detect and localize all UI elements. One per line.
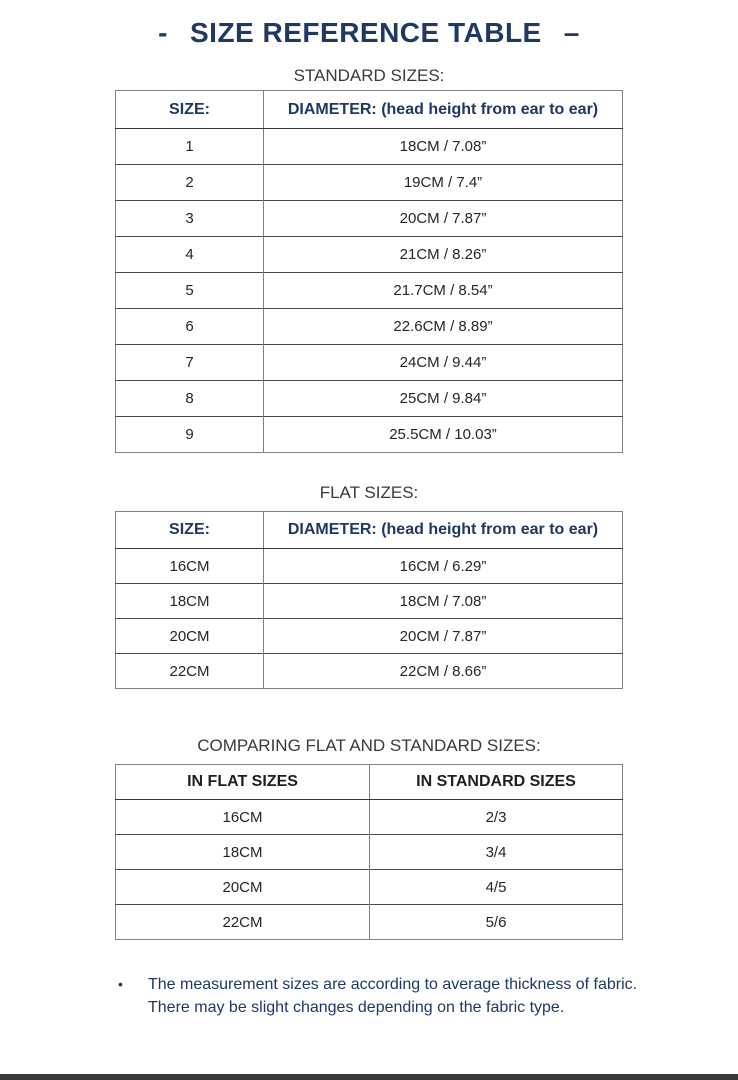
diameter-cell: 18CM / 7.08” [264,129,623,165]
size-cell: 18CM [116,584,264,619]
table-row [116,584,623,619]
page-title [0,0,738,50]
size-cell: 6 [116,309,264,345]
diameter-cell: 25CM / 9.84” [264,381,623,417]
size-cell: 16CM [116,549,264,584]
table-row [116,129,623,165]
footnote-text [148,973,637,1019]
diameter-cell: 21.7CM / 8.54” [264,273,623,309]
size-cell: 22CM [116,654,264,689]
table-header-row [116,765,623,800]
standard-size-cell: 4/5 [370,870,623,905]
page-title-text: SIZE REFERENCE TABLE [190,17,542,48]
diameter-cell: 20CM / 7.87” [264,619,623,654]
table-row [116,835,623,870]
size-cell: 9 [116,417,264,453]
diameter-cell: 24CM / 9.44” [264,345,623,381]
flat-size-cell: 18CM [116,835,370,870]
column-header-diameter: DIAMETER: (head height from ear to ear) [264,91,623,129]
standard-size-cell: 3/4 [370,835,623,870]
flat-size-cell: 20CM [116,870,370,905]
diameter-cell: 22CM / 8.66” [264,654,623,689]
size-cell: 1 [116,129,264,165]
diameter-cell: 21CM / 8.26” [264,237,623,273]
standard-size-cell: 2/3 [370,800,623,835]
table-row [116,417,623,453]
comparison-table [115,764,623,940]
column-header-size: SIZE: [116,91,264,129]
table-row [116,800,623,835]
size-cell: 20CM [116,619,264,654]
diameter-cell: 25.5CM / 10.03” [264,417,623,453]
column-header-diameter: DIAMETER: (head height from ear to ear) [264,512,623,549]
standard-size-cell: 5/6 [370,905,623,940]
flat-sizes-table [115,511,623,689]
size-cell: 4 [116,237,264,273]
column-header-in-standard-sizes: IN STANDARD SIZES [370,765,623,800]
diameter-cell: 16CM / 6.29” [264,549,623,584]
table-row [116,345,623,381]
section-label-comparison: COMPARING FLAT AND STANDARD SIZES: [197,736,541,755]
table-header-row [116,91,623,129]
diameter-cell: 19CM / 7.4” [264,165,623,201]
section-label-standard-sizes: STANDARD SIZES: [293,66,445,85]
table-row [116,165,623,201]
title-dash-right: – [563,17,580,48]
table-row [116,619,623,654]
bottom-bar [0,1074,738,1080]
size-cell: 3 [116,201,264,237]
footnote-line-2: There may be slight changes depending on the fabric type. [148,999,565,1016]
table-row [116,237,623,273]
table-row [116,549,623,584]
title-dash-left: - [158,17,168,48]
flat-size-cell: 22CM [116,905,370,940]
diameter-cell: 22.6CM / 8.89” [264,309,623,345]
table-row [116,309,623,345]
table-row [116,201,623,237]
footnote-line-1: The measurement sizes are according to average thickness of fabric. [148,976,638,993]
table-header-row [116,512,623,549]
diameter-cell: 20CM / 7.87” [264,201,623,237]
size-cell: 8 [116,381,264,417]
table-row [116,870,623,905]
diameter-cell: 18CM / 7.08” [264,584,623,619]
column-header-size: SIZE: [116,512,264,549]
table-row [116,905,623,940]
footnote-bullet-icon: • [118,976,123,992]
table-row [116,381,623,417]
flat-size-cell: 16CM [116,800,370,835]
size-cell: 2 [116,165,264,201]
table-row [116,654,623,689]
section-label-flat-sizes: FLAT SIZES: [319,483,419,502]
table-row [116,273,623,309]
size-cell: 5 [116,273,264,309]
standard-sizes-table [115,90,623,453]
footnote [118,973,698,1019]
column-header-in-flat-sizes: IN FLAT SIZES [116,765,370,800]
size-cell: 7 [116,345,264,381]
